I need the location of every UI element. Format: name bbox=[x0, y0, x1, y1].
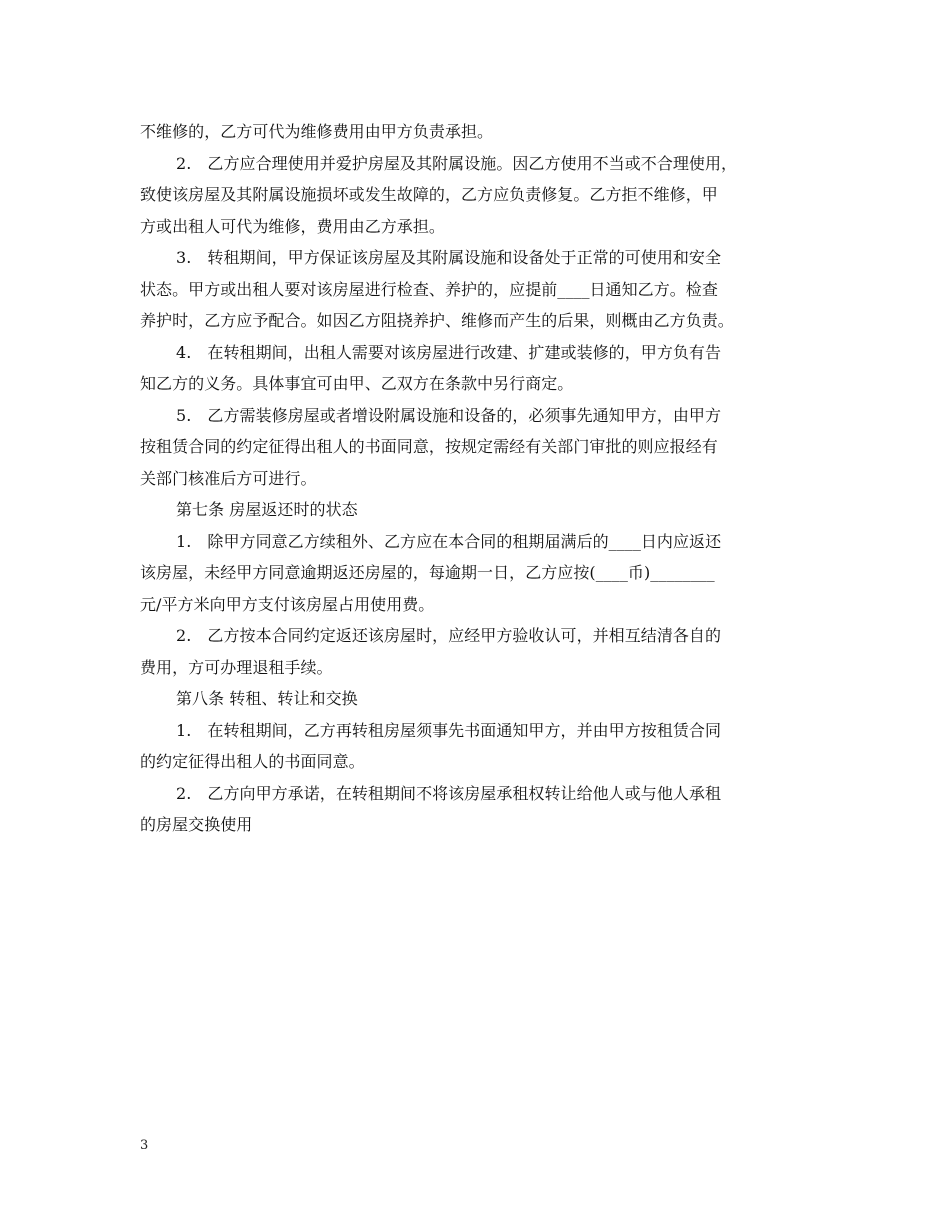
text-line: 元/平方米向甲方支付该房屋占用使用费。 bbox=[140, 594, 435, 614]
section-heading: 第七条 房屋返还时的状态 bbox=[176, 500, 358, 519]
text-line: 方或出租人可代为维修，费用由乙方承担。 bbox=[140, 216, 445, 236]
text-line: 费用，方可办理退租手续。 bbox=[140, 657, 333, 677]
text-line: 状态。甲方或出租人要对该房屋进行检查、养护的，应提前____日通知乙方。检查 bbox=[140, 279, 718, 299]
text-line: 2. 乙方按本合同约定返还该房屋时，应经甲方验收认可，并相互结清各自的 bbox=[176, 626, 722, 645]
text-line: 5. 乙方需装修房屋或者增设附属设施和设备的，必须事先通知甲方，由甲方 bbox=[176, 405, 722, 425]
text-line: 1. 除甲方同意乙方续租外、乙方应在本合同的租期届满后的____日内应返还 bbox=[176, 531, 722, 551]
text-line: 的房屋交换使用 bbox=[140, 815, 253, 834]
section-heading: 第八条 转租、转让和交换 bbox=[176, 689, 358, 708]
text-line: 致使该房屋及其附属设施损坏或发生故障的，乙方应负责修复。乙方拒不维修，甲 bbox=[140, 185, 718, 204]
text-line: 1. 在转租期间，乙方再转租房屋须事先书面通知甲方，并由甲方按租赁合同 bbox=[176, 720, 722, 740]
text-line: 2. 乙方应合理使用并爱护房屋及其附属设施。因乙方使用不当或不合理使用， bbox=[176, 153, 738, 173]
text-line: 按租赁合同的约定征得出租人的书面同意，按规定需经有关部门审批的则应报经有 bbox=[140, 437, 718, 456]
text-line: 养护时，乙方应予配合。如因乙方阻挠养护、维修而产生的后果，则概由乙方负责。 bbox=[140, 311, 734, 330]
text-line: 知乙方的义务。具体事宜可由甲、乙双方在条款中另行商定。 bbox=[140, 374, 574, 393]
text-line: 2. 乙方向甲方承诺，在转租期间不将该房屋承租权转让给他人或与他人承租 bbox=[176, 783, 722, 803]
text-line: 该房屋，未经甲方同意逾期返还房屋的，每逾期一日，乙方应按(____币)________ bbox=[140, 563, 715, 582]
text-line: 4. 在转租期间，出租人需要对该房屋进行改建、扩建或装修的，甲方负有告 bbox=[176, 342, 722, 362]
text-line: 的约定征得出租人的书面同意。 bbox=[140, 752, 365, 771]
text-line: 3. 转租期间，甲方保证该房屋及其附属设施和设备处于正常的可使用和安全 bbox=[176, 248, 722, 267]
document-body bbox=[140, 116, 812, 841]
text-line: 不维修的，乙方可代为维修费用由甲方负责承担。 bbox=[140, 122, 494, 141]
text-line: 关部门核准后方可进行。 bbox=[140, 468, 317, 488]
page-number: 3 bbox=[140, 1138, 149, 1153]
